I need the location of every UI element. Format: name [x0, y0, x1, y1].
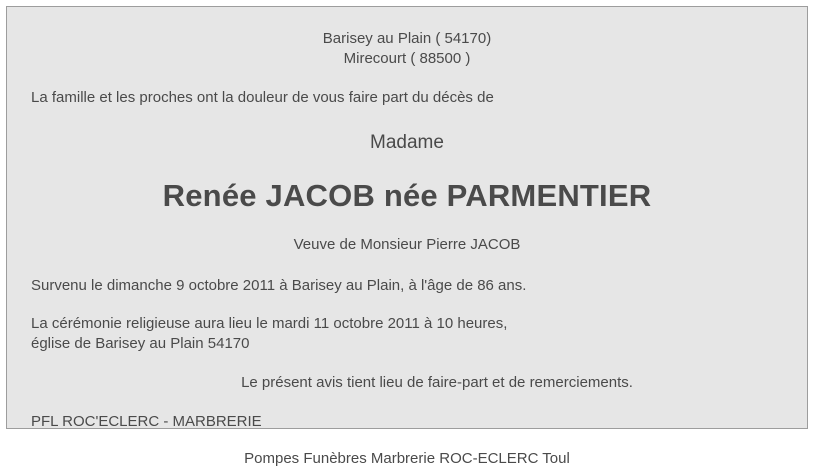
death-notice-card [6, 6, 808, 467]
spouse-line: Veuve de Monsieur Pierre JACOB [293, 235, 521, 253]
death-info: Survenu le dimanche 9 octobre 2011 à Barisey au Plain, à l'âge de 86 ans. [31, 276, 527, 294]
ceremony-line-2: église de Barisey au Plain 54170 [31, 334, 250, 352]
locality-block [31, 29, 783, 69]
ceremony-block [31, 314, 783, 355]
deceased-name: Renée JACOB née PARMENTIER [162, 177, 652, 213]
announcement-text: La famille et les proches ont la douleur de vous faire part du décès de [31, 88, 494, 106]
locality-line-2: Mirecourt ( 88500 ) [343, 49, 471, 67]
funeral-company: PFL ROC'ECLERC - MARBRERIE [31, 413, 262, 431]
notice-content [7, 7, 807, 467]
honorific-title: Madame [370, 131, 444, 153]
thanks-text: Le présent avis tient lieu de faire-part et de remerciements. [241, 374, 633, 392]
funeral-footer: Pompes Funèbres Marbrerie ROC-ECLERC Toul [244, 450, 570, 467]
ceremony-line-1: La cérémonie religieuse aura lieu le mardi 11 octobre 2011 à 10 heures, [31, 314, 508, 332]
locality-line-1: Barisey au Plain ( 54170) [322, 30, 492, 47]
